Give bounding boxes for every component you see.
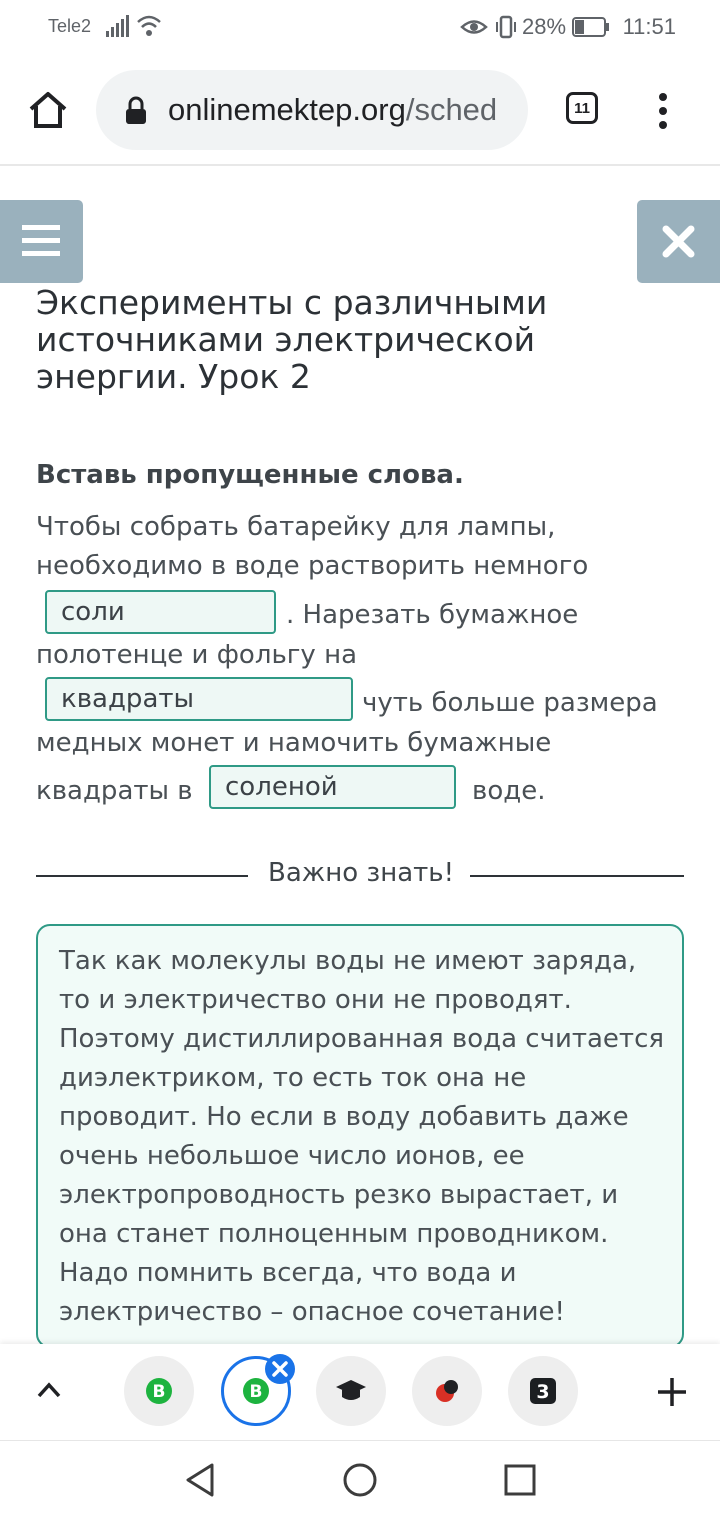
battery-icon [572, 17, 610, 37]
tab-thumbnail[interactable] [316, 1356, 386, 1426]
svg-text:B: B [249, 1382, 263, 1402]
number-3-app-icon [529, 1377, 557, 1405]
chevron-up-icon[interactable] [36, 1380, 62, 1400]
answer-blank-1[interactable]: соли [45, 590, 276, 634]
vibrate-icon [494, 15, 518, 39]
svg-text:B: B [152, 1382, 166, 1402]
chess-app-icon [434, 1378, 460, 1404]
task-text-line: . Нарезать бумажное [286, 600, 579, 630]
toolbar-divider [0, 164, 720, 166]
tab-thumbnail[interactable] [412, 1356, 482, 1426]
b-app-icon [145, 1377, 173, 1405]
tab-switcher-button[interactable]: 11 [566, 92, 598, 124]
plus-icon[interactable] [656, 1376, 688, 1408]
graduation-cap-icon [334, 1378, 368, 1404]
important-heading: Важно знать! [268, 858, 455, 888]
answer-blank-3[interactable]: соленой [209, 765, 456, 809]
task-text-line: необходимо в воде растворить немного [36, 551, 589, 581]
signal-icon [106, 15, 132, 37]
close-button[interactable] [637, 200, 720, 283]
task-text-line: квадраты в [36, 776, 193, 806]
status-bar [0, 0, 720, 56]
answer-blank-2[interactable]: квадраты [45, 677, 353, 721]
home-icon[interactable] [28, 90, 68, 130]
divider-line [36, 875, 248, 877]
wifi-icon [136, 14, 162, 38]
url-domain: onlinemektep.org [168, 92, 406, 127]
divider-line [470, 875, 684, 877]
task-text-line: чуть больше размера [362, 688, 658, 718]
task-text-line: воде. [472, 776, 546, 806]
clock: 11:51 [622, 14, 676, 39]
task-text-line: медных монет и намочить бумажные [36, 728, 552, 758]
svg-text:3: 3 [536, 1381, 550, 1403]
task-instruction: Вставь пропущенные слова. [36, 460, 464, 490]
more-options-icon[interactable] [656, 92, 670, 130]
hamburger-icon [22, 224, 62, 258]
lock-icon[interactable] [124, 96, 148, 126]
close-icon [662, 225, 695, 258]
eye-icon [460, 16, 488, 38]
recents-icon[interactable] [504, 1464, 536, 1496]
task-text-line: полотенце и фольгу на [36, 640, 358, 670]
tab-thumbnail[interactable] [124, 1356, 194, 1426]
tab-thumbnail[interactable] [508, 1356, 578, 1426]
battery-percent: 28% [522, 14, 567, 39]
page-title: Эксперименты с различными источниками электрической энергии. Урок 2 [36, 283, 548, 396]
url-text[interactable] [168, 92, 513, 128]
close-tab-icon[interactable] [264, 1353, 296, 1385]
url-path: /sched [405, 92, 498, 127]
task-text-line: Чтобы собрать батарейку для лампы, [36, 512, 556, 542]
home-circle-icon[interactable] [342, 1462, 378, 1498]
info-text: Так как молекулы воды не имеют заряда, то и электричество они не проводят. Поэтому дистиллированная вода считается диэлектриком, то есть ток она не проводит. Но если в воду добавить даже очень небольшое число ионов, ее электропроводность резко вырастает, и она станет полноценным проводником. Надо помнить всегда, что вода и электричество – опасное сочетание! [59, 946, 665, 1327]
back-icon[interactable] [184, 1462, 216, 1498]
carrier-name: Tele2 [48, 16, 92, 36]
menu-button[interactable] [0, 200, 83, 283]
